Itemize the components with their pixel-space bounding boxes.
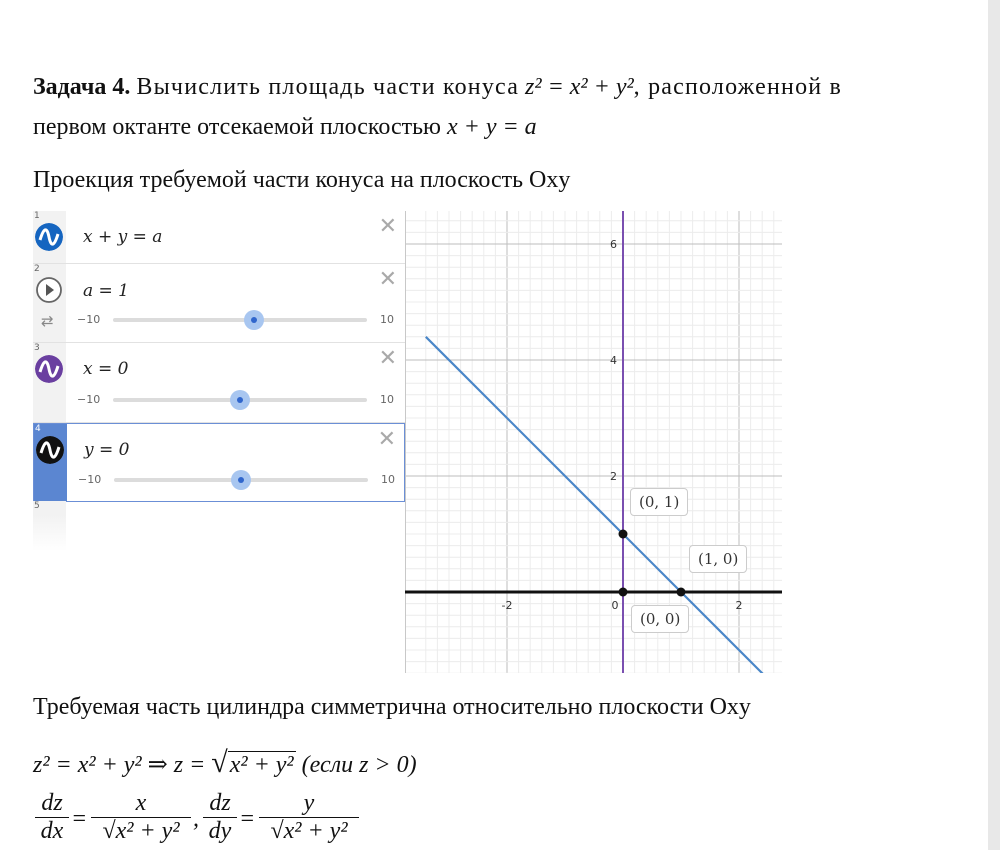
point-label-1-0[interactable]: (1, 0) xyxy=(689,545,747,573)
projection-caption: Проекция требуемой части конуса на плоскость Oxy xyxy=(33,167,571,193)
row-number-label: 3 xyxy=(34,343,40,353)
problem-line-2 xyxy=(33,108,537,146)
problem-title: Задача 4. xyxy=(33,74,131,100)
graph-canvas[interactable] xyxy=(405,211,782,673)
point-marker xyxy=(619,530,628,539)
algebra-row-5[interactable] xyxy=(33,501,66,515)
frac-num: dz xyxy=(209,790,231,816)
page-scrollbar[interactable] xyxy=(988,0,1000,850)
algebra-row-2[interactable] xyxy=(33,264,405,343)
equals-sign: = xyxy=(71,806,88,832)
frac-num: dz xyxy=(41,790,63,816)
row-number-label: 5 xyxy=(34,501,40,511)
slider-knob[interactable] xyxy=(230,390,250,410)
frac-dzdy xyxy=(203,790,237,845)
close-icon[interactable]: ✕ xyxy=(377,427,396,452)
frac-num: y xyxy=(303,790,315,816)
slider-track[interactable] xyxy=(113,398,367,402)
y-tick-label: 4 xyxy=(610,354,617,367)
problem-text-1: Вычислить площадь части конуса xyxy=(136,74,520,100)
algebra-row-3[interactable] xyxy=(33,343,405,423)
formula-1-lhs: z² = x² + y² ⇒ z = xyxy=(33,752,206,778)
problem-line-1 xyxy=(33,68,842,106)
formula-1-condition: (если z > 0) xyxy=(301,752,417,778)
slider-min: −10 xyxy=(78,473,102,486)
x-tick-label: -2 xyxy=(501,599,513,612)
plane-equation: x + y = a xyxy=(446,114,537,140)
line-color-icon[interactable] xyxy=(35,355,63,383)
row-number-label: 1 xyxy=(34,211,40,221)
expression-y[interactable]: y = 0 xyxy=(84,440,130,460)
frac-x xyxy=(91,790,191,845)
expression-line[interactable]: x + y = a xyxy=(83,227,163,247)
point-marker xyxy=(677,588,686,597)
x-tick-label: 2 xyxy=(735,599,743,612)
expression-x[interactable]: x = 0 xyxy=(83,359,129,379)
point-label-0-1[interactable]: (0, 1) xyxy=(630,488,688,516)
play-icon[interactable] xyxy=(35,276,63,304)
equals-sign: = xyxy=(239,806,256,832)
slider-max: 10 xyxy=(380,313,394,326)
point-label-0-0[interactable]: (0, 0) xyxy=(631,605,689,633)
comma: , xyxy=(193,806,199,832)
slider-min: −10 xyxy=(77,313,101,326)
expression-slider-a[interactable]: a = 1 xyxy=(83,281,130,301)
radicand: x² + y² xyxy=(283,818,348,844)
close-icon[interactable]: ✕ xyxy=(378,267,397,292)
cone-equation: z² = x² + y² xyxy=(525,74,634,100)
slider-track[interactable] xyxy=(114,478,368,482)
frac-dzdx xyxy=(35,790,69,845)
slider-knob[interactable] xyxy=(244,310,264,330)
repeat-icon[interactable]: ⇄ xyxy=(41,312,54,330)
algebra-panel xyxy=(33,211,405,551)
close-icon[interactable]: ✕ xyxy=(378,214,397,239)
problem-text-2: , расположенной в xyxy=(633,74,843,100)
line-color-icon[interactable] xyxy=(35,223,63,251)
slider-track[interactable] xyxy=(113,318,367,322)
sqrt-icon: √ xyxy=(102,818,116,844)
slider-knob[interactable] xyxy=(231,470,251,490)
frac-den xyxy=(91,817,191,845)
panel-fade xyxy=(33,515,66,551)
frac-den xyxy=(259,817,359,845)
graph-view[interactable] xyxy=(405,211,782,673)
slider-max: 10 xyxy=(381,473,395,486)
algebra-row-4[interactable] xyxy=(33,423,405,502)
symmetry-text: Требуемая часть цилиндра симметрична относительно плоскости Oxy xyxy=(33,694,751,720)
row-number-label: 4 xyxy=(35,424,41,434)
y-tick-label: 6 xyxy=(610,238,617,251)
y-tick-label: 2 xyxy=(610,470,617,483)
close-icon[interactable]: ✕ xyxy=(378,346,397,371)
sqrt-icon: √ xyxy=(211,746,228,779)
row-number-label: 2 xyxy=(34,264,40,274)
line-color-icon[interactable] xyxy=(36,436,64,464)
point-marker xyxy=(619,588,628,597)
formula-1-radicand: x² + y² xyxy=(229,752,294,778)
frac-y xyxy=(259,790,359,845)
sqrt-icon: √ xyxy=(270,818,284,844)
problem-text-3: первом октанте отсекаемой плоскостью xyxy=(33,114,441,140)
frac-num: x xyxy=(135,790,147,816)
frac-den: dy xyxy=(203,817,237,845)
radicand: x² + y² xyxy=(115,818,180,844)
formula-1 xyxy=(33,744,417,784)
x-tick-label: 0 xyxy=(611,599,619,612)
slider-max: 10 xyxy=(380,393,394,406)
slider-min: −10 xyxy=(77,393,101,406)
frac-den: dx xyxy=(35,817,69,845)
algebra-row-1[interactable] xyxy=(33,211,405,264)
